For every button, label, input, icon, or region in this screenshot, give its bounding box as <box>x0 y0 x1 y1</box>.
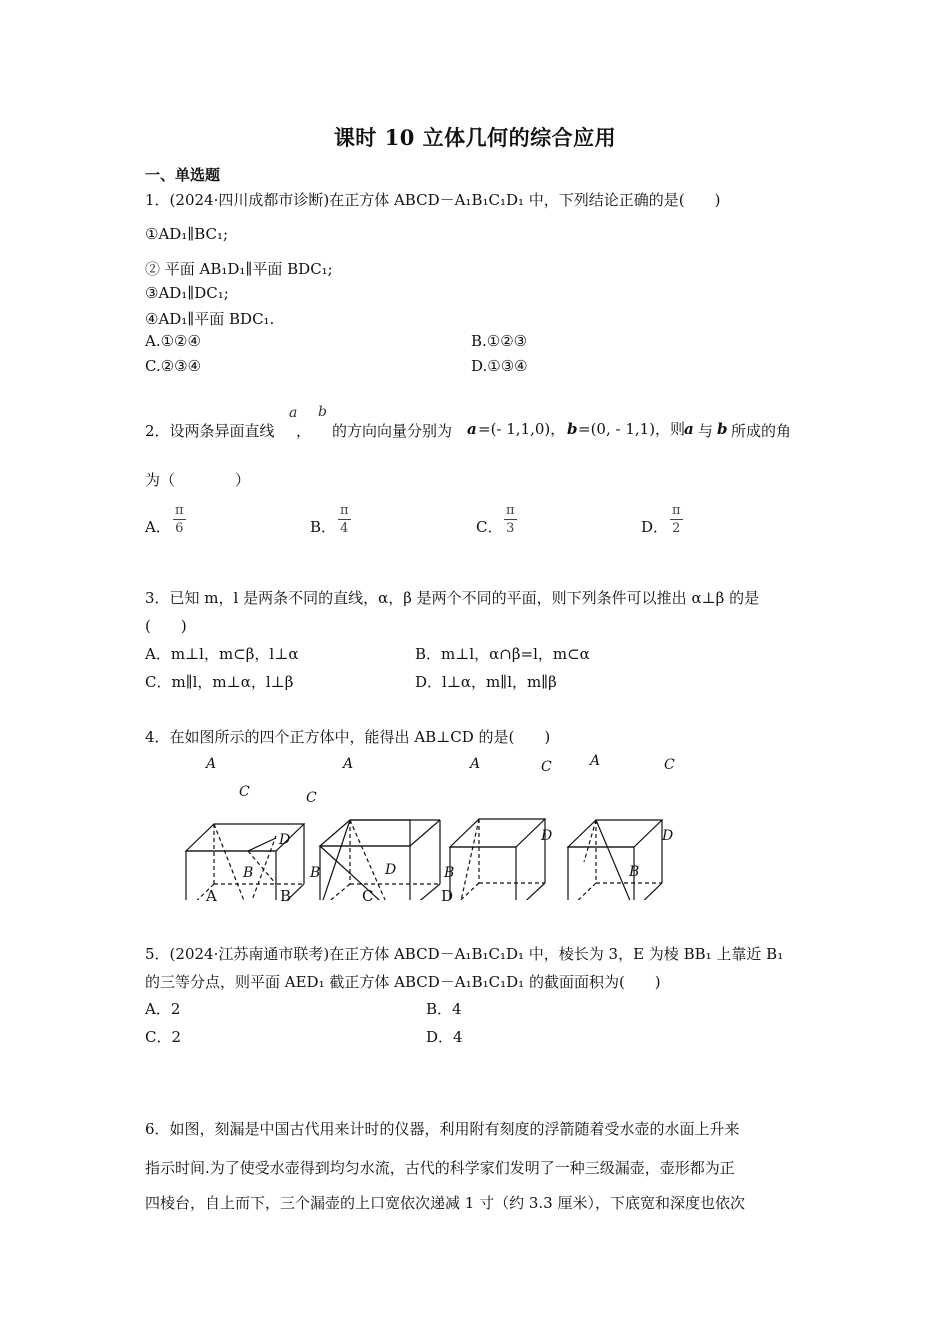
q2-vector-a: a <box>467 420 477 438</box>
q2-option-c-label: C． <box>476 518 503 536</box>
q2-vector-b: b <box>567 420 578 438</box>
q2-mid-a: a <box>684 420 694 438</box>
cube-d-vertex-d: D <box>662 828 674 844</box>
q3-paren: ( ) <box>145 617 187 635</box>
q3-option-c: C．m∥l，m⊥α，l⊥β <box>145 673 294 691</box>
cube-a-vertex-d: D <box>279 832 291 848</box>
q6-stem-line1: 6．如图，刻漏是中国古代用来计时的仪器，利用附有刻度的浮箭随着受水壶的水面上升来 <box>145 1120 740 1138</box>
q2-vector-b-value: =(0, - 1,1)，则 <box>578 420 686 438</box>
q2-line-b: b <box>318 404 327 420</box>
cube-b-vertex-b: B <box>310 865 321 881</box>
q2-option-a-label: A． <box>145 518 171 536</box>
q1-statement-1: ①AD₁∥BC₁; <box>145 225 229 243</box>
q3-stem: 3．已知 m，l 是两条不同的直线，α，β 是两个不同的平面，则下列条件可以推出 α⊥β 的是 <box>145 589 760 607</box>
q1-option-a: A.①②④ <box>145 332 201 350</box>
q5-stem-line1: 5．(2024·江苏南通市联考)在正方体 ABCD－A₁B₁C₁D₁ 中，棱长为 3，E 为棱 BB₁ 上靠近 B₁ <box>145 945 784 963</box>
q1-option-d: D.①③④ <box>471 357 528 375</box>
q1-stem: 1．(2024·四川成都市诊断)在正方体 ABCD－A₁B₁C₁D₁ 中，下列结论正确的是( ) <box>145 191 721 209</box>
q4-figure-label-d: D <box>441 887 454 905</box>
q6-stem-line3: 四棱台，自上而下，三个漏壶的上口宽依次递减 1 寸（约 3.3 厘米），下底宽和深度也依次 <box>145 1194 745 1212</box>
q2-yu: 与 <box>698 422 714 440</box>
q1-option-b: B.①②③ <box>471 332 528 350</box>
cube-b-vertex-c: C <box>306 790 317 806</box>
q2-option-b-label: B． <box>310 518 337 536</box>
cube-c-vertex-b: B <box>444 865 455 881</box>
q2-option-d-fraction: $\frac{\pi}{2}$ <box>672 503 681 536</box>
q1-option-c: C.②③④ <box>145 357 202 375</box>
cube-d-vertex-c: C <box>664 757 675 773</box>
q5-option-a: A．2 <box>145 1000 181 1018</box>
q2-stem-start: 2．设两条异面直线 <box>145 422 275 440</box>
cube-b-vertex-a: A <box>343 756 354 772</box>
q2-mid-b: b <box>717 420 728 438</box>
q1-statement-2: ② 平面 AB₁D₁∥平面 BDC₁; <box>145 260 333 278</box>
cube-c <box>450 819 545 900</box>
q2-stem-mid: 的方向向量分别为 <box>332 422 453 440</box>
q4-figure-label-b: B <box>280 887 292 905</box>
q5-option-d: D．4 <box>426 1028 463 1046</box>
section-heading: 一、单选题 <box>145 166 221 184</box>
q4-cube-figures <box>0 750 950 900</box>
q1-statement-4: ④AD₁∥平面 BDC₁. <box>145 310 275 328</box>
cube-b-vertex-d: D <box>385 862 397 878</box>
q2-comma: ， <box>296 422 312 440</box>
cube-d-vertex-b: B <box>629 864 640 880</box>
q1-statement-3: ③AD₁∥DC₁; <box>145 284 229 302</box>
q5-stem-line2: 的三等分点，则平面 AED₁ 截正方体 ABCD－A₁B₁C₁D₁ 的截面面积为( ) <box>145 973 661 991</box>
cube-c-vertex-d: D <box>541 828 553 844</box>
q2-stem-line2: 为（ ） <box>145 471 251 489</box>
q2-option-b-fraction: $\frac{\pi}{4}$ <box>340 503 349 536</box>
q4-stem: 4．在如图所示的四个正方体中，能得出 AB⊥CD 的是( ) <box>145 728 551 746</box>
q2-stem-end: 所成的角 <box>731 422 792 440</box>
q4-figure-label-a: A <box>206 887 217 905</box>
q2-option-d-label: D． <box>641 518 669 536</box>
cube-a-vertex-b: B <box>243 865 254 881</box>
cube-a-vertex-c: C <box>239 784 250 800</box>
q2-option-c-fraction: $\frac{\pi}{3}$ <box>506 503 515 536</box>
cube-c-vertex-c: C <box>541 759 552 775</box>
q6-stem-line2: 指示时间.为了使受水壶得到均匀水流，古代的科学家们发明了一种三级漏壶，壶形都为正 <box>145 1159 735 1177</box>
q3-option-a: A．m⊥l，m⊂β，l⊥α <box>145 645 299 663</box>
cube-d <box>568 820 662 900</box>
q5-option-b: B．4 <box>426 1000 462 1018</box>
cube-b <box>320 820 440 900</box>
cube-d-vertex-a: A <box>590 753 601 769</box>
page-title: 课时 10 立体几何的综合应用 <box>333 125 617 150</box>
q2-option-a-fraction: $\frac{\pi}{6}$ <box>175 503 184 536</box>
q3-option-b: B．m⊥l，α∩β=l，m⊂α <box>415 645 590 663</box>
q5-option-c: C．2 <box>145 1028 182 1046</box>
cube-a-vertex-a: A <box>206 756 217 772</box>
q3-option-d: D．l⊥α，m∥l，m∥β <box>415 673 557 691</box>
q2-vector-a-value: =(- 1,1,0)， <box>478 420 566 438</box>
q2-line-a: a <box>289 405 298 421</box>
cube-c-vertex-a: A <box>470 756 481 772</box>
q4-figure-label-c: C <box>362 887 374 905</box>
